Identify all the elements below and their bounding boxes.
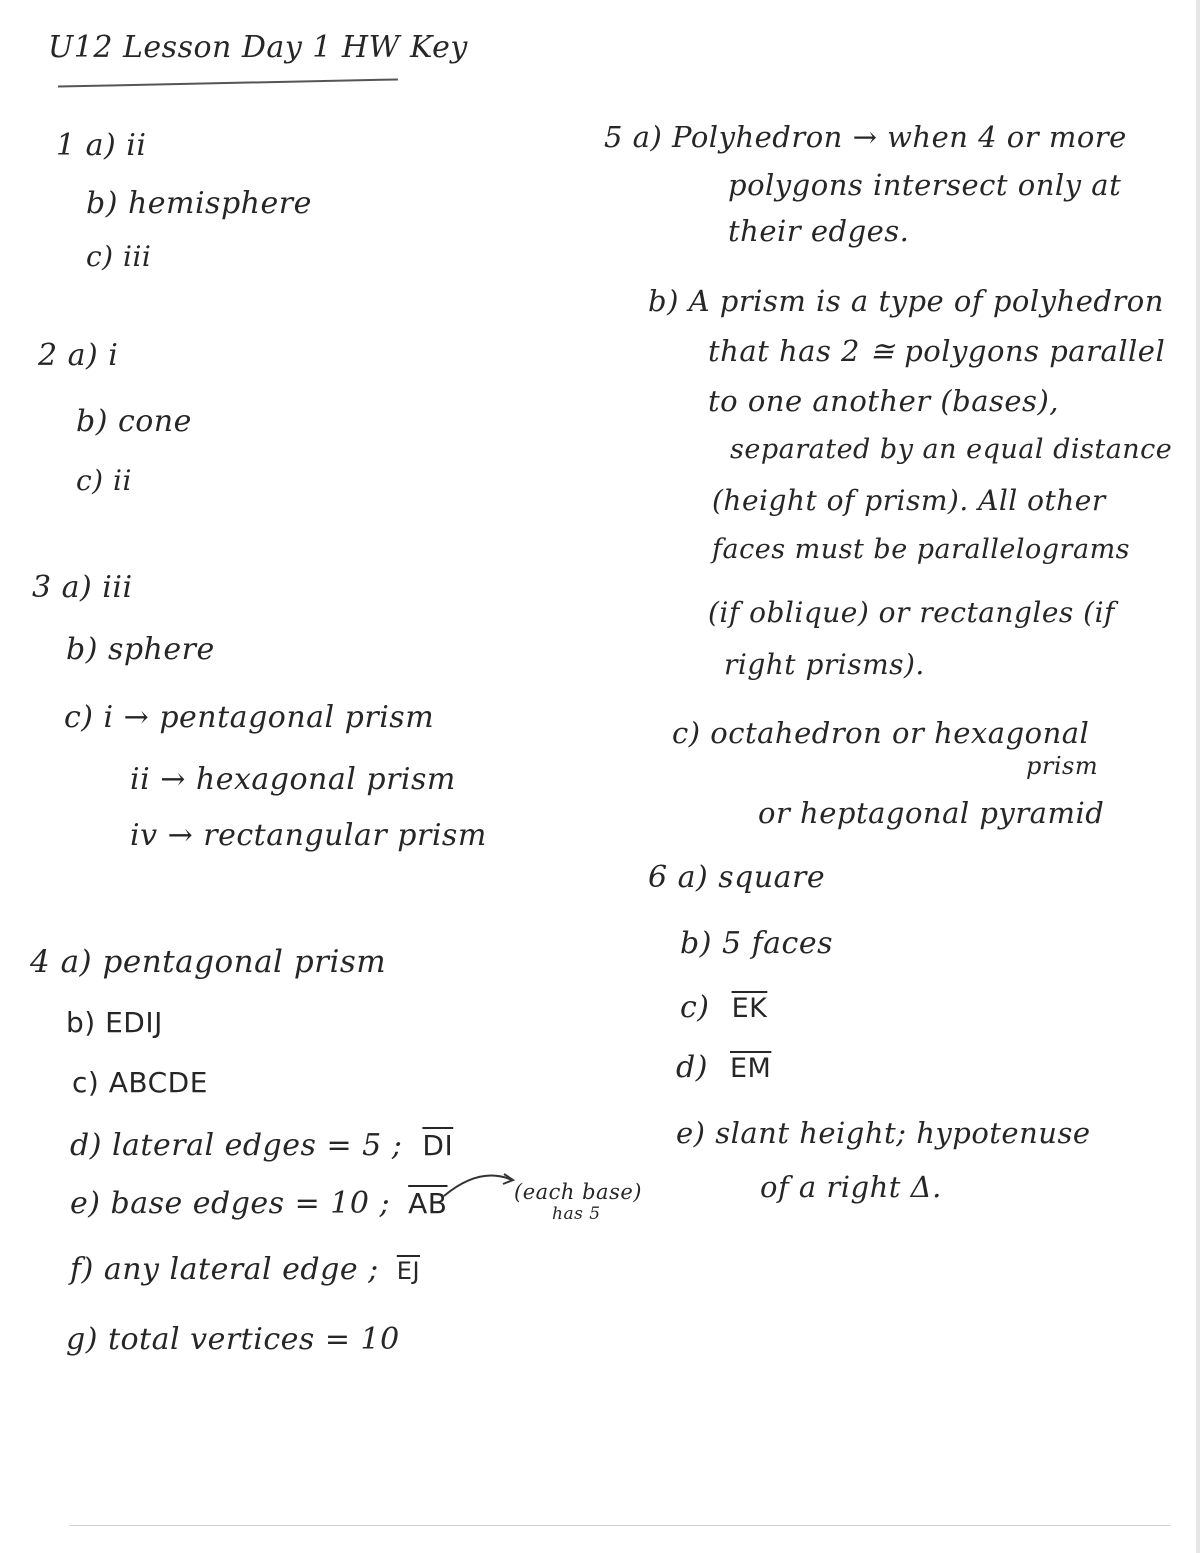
q6-a: 6 a) square (648, 860, 826, 895)
q5-a-line3: their edges. (728, 214, 910, 248)
q4-c: c) ABCDE (72, 1066, 208, 1099)
q2-c: c) ii (76, 464, 132, 497)
q6-d-segment: $\overline{EM}$ (729, 1053, 772, 1084)
title-underline (58, 78, 398, 87)
q5-c-line3: or heptagonal pyramid (758, 796, 1105, 830)
q6-d (676, 1050, 771, 1085)
q2-a: 2 a) i (38, 338, 119, 373)
q4-d (70, 1128, 453, 1163)
q5-b-line8: right prisms). (724, 648, 925, 681)
q5-b-line6: faces must be parallelograms (712, 534, 1131, 565)
q4-a: 4 a) pentagonal prism (30, 944, 387, 980)
q5-b-line4: separated by an equal distance (730, 434, 1173, 465)
q5-b-line5: (height of prism). All other (712, 484, 1106, 517)
q5-c-line1: c) octahedron or hexagonal (672, 716, 1090, 750)
q5-b-line2: that has 2 ≅ polygons parallel (708, 334, 1166, 368)
q6-c (680, 990, 767, 1025)
q4-e-segment: $\overline{AB}$ (408, 1187, 448, 1220)
q6-c-segment: $\overline{EK}$ (731, 993, 768, 1024)
q5-b-line1: b) A prism is a type of polyhedron (648, 284, 1164, 318)
q1-b: b) hemisphere (86, 186, 312, 221)
q5-a-line1: 5 a) Polyhedron → when 4 or more (604, 120, 1127, 154)
q6-e-line1: e) slant height; hypotenuse (676, 1116, 1091, 1150)
q5-a-line2: polygons intersect only at (728, 168, 1122, 202)
q1-a: 1 a) ii (56, 128, 147, 163)
q6-c-label: c) (680, 990, 710, 1025)
q3-a: 3 a) iii (32, 570, 133, 605)
q4-f (70, 1252, 420, 1287)
q5-b-line3: to one another (bases), (708, 384, 1059, 418)
q4-f-segment: $\overline{EJ}$ (396, 1257, 421, 1285)
q4-f-text: f) any lateral edge ; (70, 1252, 379, 1287)
curved-arrow-icon (440, 1166, 520, 1206)
q5-c-line2: prism (1026, 752, 1099, 780)
q4-e-note-line1: (each base) (514, 1180, 642, 1204)
page-title: U12 Lesson Day 1 HW Key (48, 30, 468, 65)
q4-g: g) total vertices = 10 (66, 1322, 400, 1357)
page-bottom-edge (70, 1525, 1170, 1526)
q4-d-text: d) lateral edges = 5 ; (70, 1128, 403, 1163)
q6-e-line2: of a right Δ. (760, 1170, 942, 1204)
q3-c-i: c) i → pentagonal prism (64, 700, 435, 735)
q4-e-text: e) base edges = 10 ; (70, 1186, 391, 1221)
scan-edge (1196, 0, 1200, 1553)
q5-b-line7: (if oblique) or rectangles (if (708, 596, 1115, 629)
q1-c: c) iii (86, 240, 152, 273)
q4-d-segment: $\overline{DI}$ (422, 1129, 454, 1162)
q6-b: b) 5 faces (680, 926, 834, 961)
q3-c-ii: ii → hexagonal prism (130, 762, 456, 797)
q2-b: b) cone (76, 404, 192, 439)
q4-e-note-line2: has 5 (552, 1204, 601, 1224)
q4-e (70, 1186, 448, 1221)
q6-d-label: d) (676, 1050, 708, 1085)
q4-b: b) EDIJ (66, 1006, 163, 1039)
q3-c-iv: iv → rectangular prism (130, 818, 487, 853)
q3-b: b) sphere (66, 632, 215, 667)
